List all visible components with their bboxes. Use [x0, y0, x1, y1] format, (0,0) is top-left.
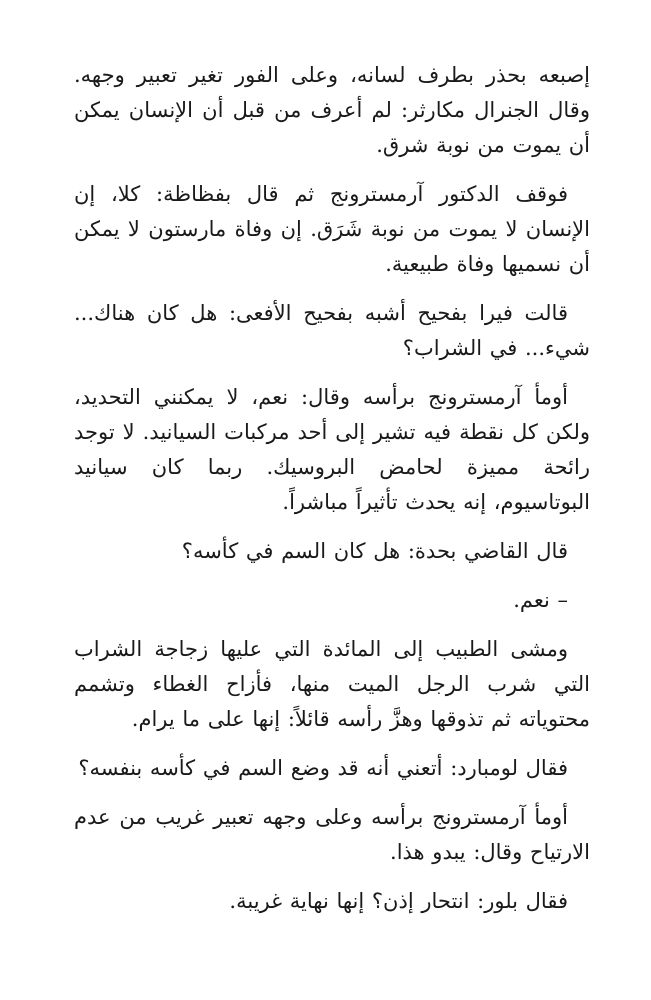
paragraph-3: قالت فيرا بفحيح أشبه بفحيح الأفعى: هل كان هناك... شيء... في الشراب؟: [74, 301, 590, 360]
paragraph-2: فوقف الدكتور آرمسترونج ثم قال بفظاظة: كلا، إن الإنسان لا يموت من نوبة شَرَق. إن وفاة مارستون لا يمكن أن نسميها وفاة طبيعية.: [74, 182, 590, 276]
paragraph-4: أومأ آرمسترونج برأسه وقال: نعم، لا يمكنني التحديد، ولكن كل نقطة فيه تشير إلى أحد مركبات السيانيد. لا توجد رائحة مميزة لحامض البروسيك. ربما كان سيانيد البوتاسيوم، إنه يحدث تأثيراً مباشراً.: [74, 385, 590, 514]
paragraph-10: فقال بلور: انتحار إذن؟ إنها نهاية غريبة.: [229, 889, 568, 913]
paragraph-7: ومشى الطبيب إلى المائدة التي عليها زجاجة الشراب التي شرب الرجل الميت منها، فأزاح الغطاء وتشمم محتوياته ثم تذوقها وهزَّ رأسه قائلاً: إنها على ما يرام.: [74, 637, 590, 731]
paragraph-5: قال القاضي بحدة: هل كان السم في كأسه؟: [181, 539, 568, 563]
paragraph-1: إصبعه بحذر بطرف لسانه، وعلى الفور تغير تعبير وجهه. وقال الجنرال مكارثر: لم أعرف من قبل أن الإنسان يمكن أن يموت من نوبة شرق.: [74, 63, 590, 157]
book-page: [74, 58, 590, 933]
paragraph-8: فقال لومبارد: أتعني أنه قد وضع السم في كأسه بنفسه؟: [78, 756, 568, 780]
paragraph-6: – نعم.: [513, 588, 568, 612]
paragraph-9: أومأ آرمسترونج برأسه وعلى وجهه تعبير غريب من عدم الارتياح وقال: يبدو هذا.: [74, 805, 590, 864]
